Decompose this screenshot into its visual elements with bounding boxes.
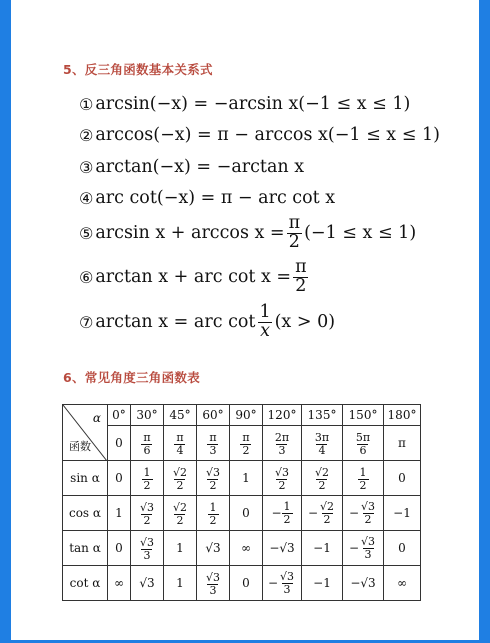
denominator: 2	[359, 478, 367, 492]
fraction	[207, 432, 218, 456]
denominator: 6	[359, 443, 367, 457]
numerator: 1	[209, 500, 217, 514]
value-cell	[164, 531, 197, 566]
function-label: tan α	[63, 531, 108, 566]
degree-cell: 150°	[343, 405, 384, 426]
fraction-value	[207, 432, 218, 456]
formula-6-number: ⑥	[79, 267, 94, 287]
degree-cell: 135°	[302, 405, 343, 426]
value-text: √3	[205, 541, 221, 555]
formula-3-text: arctan(−x) = −arctan x	[95, 157, 305, 177]
value-cell	[230, 426, 263, 461]
fraction-value	[138, 502, 156, 526]
fraction-value	[313, 467, 331, 491]
fraction	[359, 536, 377, 560]
formula-5-lhs: arcsin x + arccos x =	[95, 223, 285, 243]
fraction	[273, 467, 291, 491]
fraction	[142, 467, 153, 491]
section6-heading: 6、常见角度三角函数表	[63, 370, 200, 385]
formula-5-numerator: π	[288, 213, 301, 233]
formula-4-number: ④	[79, 188, 94, 208]
denominator: 2	[283, 512, 291, 526]
formula-2-text: arccos(−x) = π − arccos x(−1 ≤ x ≤ 1)	[95, 125, 440, 145]
value-cell	[302, 461, 343, 496]
formula-3	[79, 157, 304, 177]
value-cell	[263, 566, 302, 601]
denominator: 3	[143, 548, 151, 562]
fraction	[354, 432, 372, 456]
formula-7-tail: (x > 0)	[274, 312, 336, 332]
sign: −	[348, 541, 360, 555]
degree-cell: 0°	[108, 405, 131, 426]
sign: −	[348, 506, 360, 520]
value-text: −√3	[269, 541, 295, 555]
value-cell	[384, 531, 421, 566]
degree-cell: 30°	[131, 405, 164, 426]
numerator: 3π	[314, 430, 330, 444]
value-cell	[343, 531, 384, 566]
value-cell	[302, 566, 343, 601]
fraction-value	[171, 502, 189, 526]
sign: −	[271, 506, 282, 520]
value-cell	[384, 426, 421, 461]
fraction-value	[208, 502, 219, 526]
formula-5-fraction	[287, 215, 303, 251]
fraction	[318, 501, 336, 525]
value-text: 0	[398, 541, 406, 555]
numerator: √3	[361, 534, 376, 548]
trig-value-table	[62, 404, 421, 601]
numerator: 1	[359, 465, 367, 479]
numerator: 1	[143, 465, 151, 479]
value-text: 0	[115, 541, 123, 555]
value-text: ∞	[397, 576, 407, 590]
fraction-value	[204, 467, 222, 491]
formula-3-number: ③	[79, 157, 94, 177]
denominator: 2	[278, 478, 286, 492]
formula-7	[79, 304, 335, 340]
numerator: √3	[205, 570, 220, 584]
formula-7-number: ⑦	[79, 312, 94, 332]
value-text: 1	[242, 471, 250, 485]
fraction-value	[349, 536, 377, 560]
fraction	[278, 571, 296, 595]
numerator: √2	[314, 465, 329, 479]
sign: −	[267, 576, 279, 590]
fraction	[208, 502, 219, 526]
value-cell	[197, 461, 230, 496]
numerator: √3	[139, 500, 154, 514]
numerator: π	[176, 430, 184, 444]
denominator: 2	[209, 513, 217, 527]
corner-alpha-label: α	[92, 411, 101, 425]
denominator: 2	[143, 478, 151, 492]
formula-7-numerator: 1	[259, 302, 271, 322]
numerator: √3	[205, 465, 220, 479]
numerator: √2	[172, 465, 187, 479]
formula-4-text: arc cot(−x) = π − arc cot x	[95, 188, 336, 208]
formula-5	[79, 215, 416, 251]
value-cell	[131, 566, 164, 601]
value-text: 1	[176, 576, 184, 590]
denominator: 2	[318, 478, 326, 492]
formula-4	[79, 188, 335, 208]
fraction	[174, 432, 185, 456]
degree-row	[63, 405, 421, 426]
degree-cell: 45°	[164, 405, 197, 426]
value-text: −1	[313, 576, 331, 590]
value-cell	[302, 496, 343, 531]
value-cell	[230, 461, 263, 496]
value-text: 1	[115, 506, 123, 520]
denominator: 2	[323, 512, 331, 526]
value-text: √3	[139, 576, 155, 590]
fraction	[138, 537, 156, 561]
value-cell	[197, 531, 230, 566]
value-cell	[384, 496, 421, 531]
fraction	[273, 432, 291, 456]
fraction	[313, 467, 331, 491]
corner-function-label: 函数	[69, 440, 91, 453]
value-text: 0	[115, 471, 123, 485]
degree-cell: 90°	[230, 405, 263, 426]
fraction-value	[171, 467, 189, 491]
sign: −	[307, 506, 319, 520]
fraction-value	[174, 432, 185, 456]
function-label: sin α	[63, 461, 108, 496]
value-text: π	[398, 436, 406, 450]
value-cell	[263, 531, 302, 566]
numerator: π	[209, 430, 217, 444]
fraction	[138, 502, 156, 526]
tan-row	[63, 531, 421, 566]
value-text: 0	[242, 576, 250, 590]
document-page	[11, 0, 479, 640]
formula-2	[79, 125, 440, 145]
radian-row	[63, 426, 421, 461]
numerator: 2π	[274, 430, 290, 444]
value-cell	[108, 531, 131, 566]
fraction	[204, 572, 222, 596]
value-text: 1	[176, 541, 184, 555]
value-text: 0	[115, 436, 123, 450]
formula-6	[79, 259, 311, 295]
denominator: 3	[364, 547, 372, 561]
denominator: 3	[209, 583, 217, 597]
denominator: 4	[318, 443, 326, 457]
formula-5-number: ⑤	[79, 223, 94, 243]
value-cell	[263, 426, 302, 461]
value-text: 0	[242, 506, 250, 520]
numerator: 5π	[355, 430, 371, 444]
fraction-value	[273, 467, 291, 491]
value-cell	[131, 426, 164, 461]
numerator: π	[242, 430, 250, 444]
numerator: π	[143, 430, 151, 444]
numerator: √2	[172, 500, 187, 514]
value-cell	[108, 496, 131, 531]
numerator: √3	[274, 465, 289, 479]
value-cell	[108, 426, 131, 461]
value-cell	[164, 426, 197, 461]
formula-7-lhs: arctan x = arc cot	[95, 312, 256, 332]
value-cell	[263, 461, 302, 496]
formula-5-tail: (−1 ≤ x ≤ 1)	[304, 223, 417, 243]
formula-6-lhs: arctan x + arc cot x =	[95, 267, 292, 287]
fraction-value	[268, 571, 296, 595]
degree-cell: 60°	[197, 405, 230, 426]
denominator: 2	[143, 513, 151, 527]
denominator: 2	[364, 512, 372, 526]
value-cell	[384, 461, 421, 496]
fraction-value	[349, 501, 377, 525]
value-cell	[131, 461, 164, 496]
denominator: 2	[209, 478, 217, 492]
value-cell	[108, 566, 131, 601]
denominator: 3	[209, 443, 217, 457]
fraction	[282, 501, 293, 525]
value-cell	[343, 496, 384, 531]
formula-6-denominator: 2	[295, 275, 307, 296]
numerator: √2	[320, 499, 335, 513]
formula-1-text: arcsin(−x) = −arcsin x(−1 ≤ x ≤ 1)	[95, 94, 411, 114]
fraction	[141, 432, 152, 456]
fraction-value	[354, 432, 372, 456]
denominator: 3	[283, 582, 291, 596]
fraction-value	[142, 467, 153, 491]
value-text: −1	[313, 541, 331, 555]
formula-7-fraction	[257, 304, 272, 340]
fraction-value	[358, 467, 369, 491]
fraction-value	[313, 432, 331, 456]
value-cell	[230, 531, 263, 566]
cot-row	[63, 566, 421, 601]
value-cell	[164, 461, 197, 496]
table-corner-cell	[63, 405, 108, 461]
value-cell	[230, 566, 263, 601]
fraction-value	[141, 432, 152, 456]
value-cell	[197, 496, 230, 531]
value-cell	[343, 566, 384, 601]
fraction-value	[308, 501, 336, 525]
degree-cell: 120°	[263, 405, 302, 426]
value-text: 0	[398, 471, 406, 485]
value-text: −1	[393, 506, 411, 520]
value-text: ∞	[241, 541, 251, 555]
value-cell	[164, 566, 197, 601]
formula-6-numerator: π	[295, 257, 307, 277]
value-cell	[131, 496, 164, 531]
cos-row	[63, 496, 421, 531]
formula-2-number: ②	[79, 125, 94, 145]
section5-heading: 5、反三角函数基本关系式	[63, 62, 213, 77]
degree-cell: 180°	[384, 405, 421, 426]
fraction	[240, 432, 251, 456]
value-cell	[343, 426, 384, 461]
sin-row	[63, 461, 421, 496]
fraction	[171, 467, 189, 491]
fraction-value	[204, 572, 222, 596]
fraction	[204, 467, 222, 491]
fraction	[171, 502, 189, 526]
value-text: −√3	[350, 576, 376, 590]
value-cell	[164, 496, 197, 531]
value-cell	[197, 426, 230, 461]
value-cell	[131, 531, 164, 566]
denominator: 2	[176, 478, 184, 492]
fraction-value	[271, 501, 292, 525]
fraction	[358, 467, 369, 491]
value-cell	[197, 566, 230, 601]
numerator: √3	[280, 569, 295, 583]
fraction-value	[138, 537, 156, 561]
numerator: √3	[139, 535, 154, 549]
value-text: ∞	[114, 576, 124, 590]
numerator: 1	[283, 499, 291, 513]
value-cell	[230, 496, 263, 531]
value-cell	[384, 566, 421, 601]
numerator: √3	[361, 499, 376, 513]
formula-5-denominator: 2	[288, 231, 300, 252]
formula-6-fraction	[293, 259, 309, 295]
denominator: 6	[143, 443, 151, 457]
value-cell	[343, 461, 384, 496]
denominator: 2	[176, 513, 184, 527]
formula-1	[79, 94, 410, 114]
function-label: cos α	[63, 496, 108, 531]
fraction	[313, 432, 331, 456]
value-cell	[302, 531, 343, 566]
value-cell	[108, 461, 131, 496]
formula-7-denominator: x	[260, 320, 270, 341]
fraction-value	[273, 432, 291, 456]
denominator: 2	[242, 443, 250, 457]
denominator: 4	[176, 443, 184, 457]
fraction-value	[240, 432, 251, 456]
formula-1-number: ①	[79, 94, 94, 114]
value-cell	[263, 496, 302, 531]
denominator: 3	[278, 443, 286, 457]
fraction	[359, 501, 377, 525]
function-label: cot α	[63, 566, 108, 601]
value-cell	[302, 426, 343, 461]
